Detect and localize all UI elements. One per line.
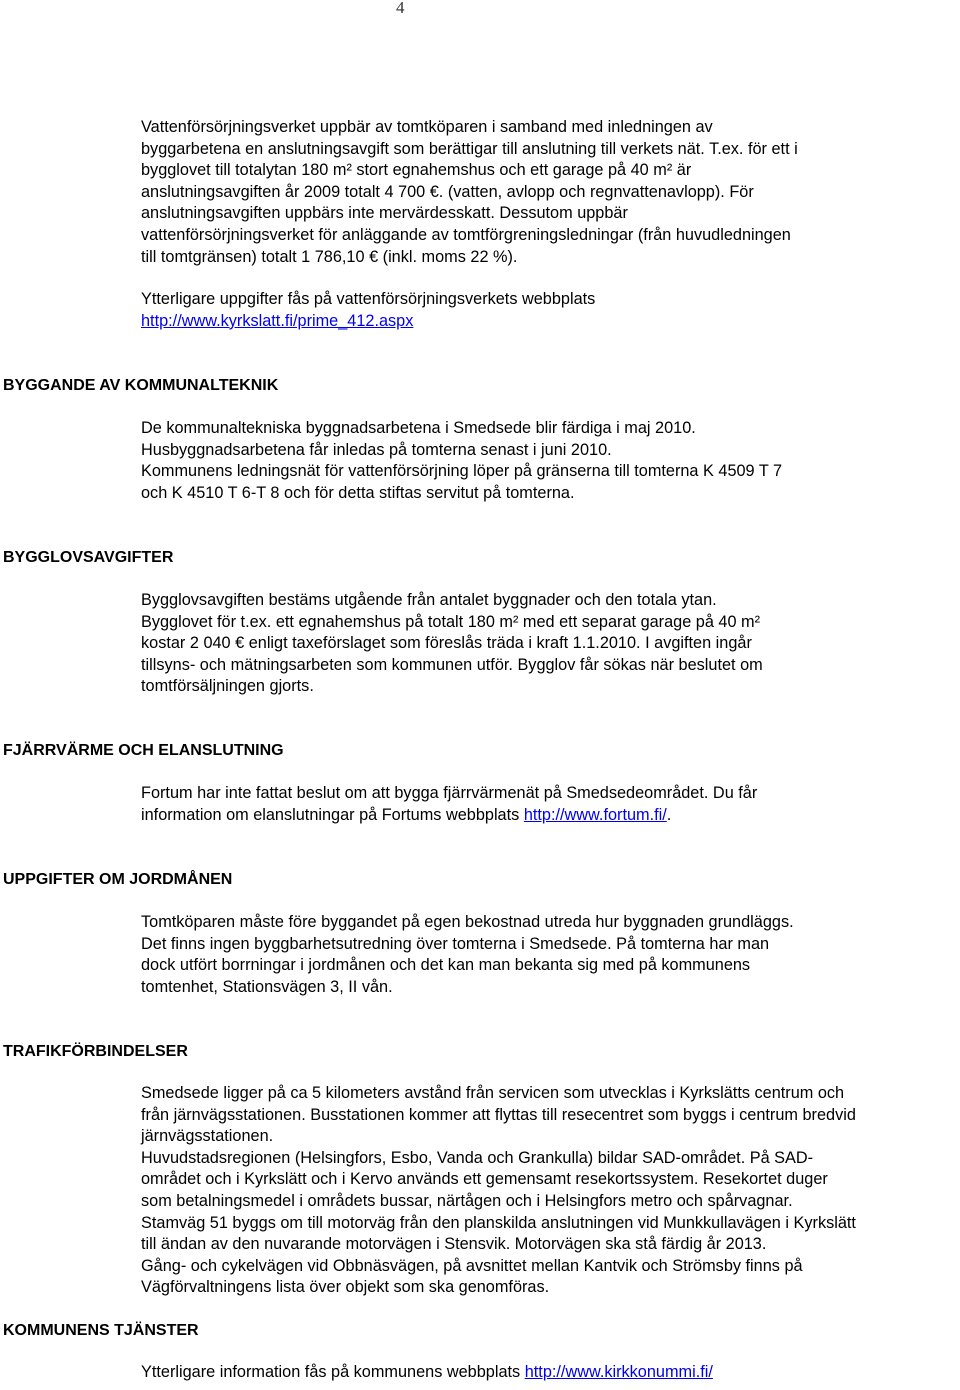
trafik-line: området och i Kyrkslätt och i Kervo används ett gemensamt resekortssystem. Resekortet duger bbox=[141, 1170, 828, 1189]
trafik-line: Gång- och cykelvägen vid Obbnäsvägen, på avsnittet mellan Kantvik och Strömsby finns på bbox=[141, 1256, 803, 1275]
water-website-link[interactable]: http://www.kyrkslatt.fi/prime_412.aspx bbox=[141, 311, 414, 330]
tjanster-line bbox=[141, 1362, 960, 1384]
heading-byggande: BYGGANDE AV KOMMUNALTEKNIK bbox=[3, 377, 279, 394]
byggande-line: och K 4510 T 6-T 8 och för detta stiftas servitut på tomterna. bbox=[141, 483, 575, 502]
byggande-line: De kommunaltekniska byggnadsarbetena i Smedsede blir färdiga i maj 2010. bbox=[141, 419, 696, 437]
trafik-line: som betalningsmedel i områdets bussar, närtågen och i Helsingfors metro och spårvagnar. bbox=[141, 1191, 793, 1210]
water-more-info bbox=[141, 289, 960, 332]
fjarrvarme-line2-text: information om elanslutningar på Fortums webbplats bbox=[141, 805, 524, 824]
fjarrvarme-paragraph bbox=[141, 783, 960, 826]
trafik-line: järnvägsstationen. bbox=[141, 1127, 274, 1146]
water-fee-paragraph bbox=[141, 117, 960, 268]
trafik-line: Smedsede ligger på ca 5 kilometers avstånd från servicen som utvecklas i Kyrkslätts centrum och bbox=[141, 1084, 845, 1102]
water-more-info-text: Ytterligare uppgifter fås på vattenförsörjningsverkets webbplats bbox=[141, 290, 596, 308]
bygglov-line: Bygglovet för t.ex. ett egnahemshus på totalt 180 m² med ett separat garage på 40 m² bbox=[141, 612, 761, 631]
water-line: till tomtgränsen) totalt 1 786,10 € (inkl. moms 22 %). bbox=[141, 247, 518, 266]
heading-jordmanen: UPPGIFTER OM JORDMÅNEN bbox=[3, 871, 233, 888]
byggande-line: Husbyggnadsarbetena får inledas på tomterna senast i juni 2010. bbox=[141, 440, 612, 459]
trafik-line: till ändan av den nuvarande motorvägen i Stensvik. Motorvägen ska stå färdig år 2013. bbox=[141, 1235, 767, 1254]
fjarrvarme-line: Fortum har inte fattat beslut om att bygga fjärrvärmenät på Smedsedeområdet. Du får bbox=[141, 784, 758, 802]
heading-fjarrvarme: FJÄRRVÄRME OCH ELANSLUTNING bbox=[3, 742, 284, 759]
trafik-paragraph bbox=[141, 1083, 960, 1299]
fjarrvarme-line2-suffix: . bbox=[666, 805, 672, 824]
water-line: anslutningsavgiften uppbärs inte mervärdesskatt. Dessutom uppbär bbox=[141, 204, 628, 223]
tjanster-paragraph bbox=[141, 1362, 960, 1384]
heading-trafik: TRAFIKFÖRBINDELSER bbox=[3, 1043, 188, 1060]
bygglov-line: tillsyns- och mätningsarbeten som kommunen utför. Bygglov får sökas när beslutet om bbox=[141, 655, 763, 674]
bygglov-line: kostar 2 040 € enligt taxeförslaget som föreslås träda i kraft 1.1.2010. I avgiften ingår bbox=[141, 634, 752, 653]
jordmanen-paragraph bbox=[141, 912, 960, 998]
fjarrvarme-line bbox=[141, 805, 960, 827]
bygglov-line: tomtförsäljningen gjorts. bbox=[141, 677, 314, 696]
byggande-line: Kommunens ledningsnät för vattenförsörjning löper på gränserna till tomterna K 4509 T 7 bbox=[141, 462, 783, 481]
water-line: byggarbetena en anslutningsavgift som berättigar till anslutning till verkets nät. T.ex. för ett i bbox=[141, 139, 798, 158]
trafik-line: Vägförvaltningens lista över objekt som ska genomföras. bbox=[141, 1278, 550, 1297]
jordmanen-line: Det finns ingen byggbarhetsutredning över tomterna i Smedsede. På tomterna har man bbox=[141, 934, 770, 953]
jordmanen-line: Tomtköparen måste före byggandet på egen bekostnad utreda hur byggnaden grundläggs. bbox=[141, 913, 794, 931]
tjanster-line-text: Ytterligare information fås på kommunens webbplats bbox=[141, 1363, 525, 1381]
heading-tjanster: KOMMUNENS TJÄNSTER bbox=[3, 1322, 199, 1339]
trafik-line: från järnvägsstationen. Busstationen kommer att flyttas till resecentret som byggs i centrum bredvid bbox=[141, 1105, 856, 1124]
jordmanen-line: dock utfört borrningar i jordmånen och det kan man bekanta sig med på kommunens bbox=[141, 956, 751, 975]
jordmanen-line: tomtenhet, Stationsvägen 3, II vån. bbox=[141, 977, 393, 996]
heading-bygglov: BYGGLOVSAVGIFTER bbox=[3, 549, 174, 566]
bygglov-paragraph bbox=[141, 590, 960, 698]
page-number: 4 bbox=[396, 0, 405, 17]
bygglov-line: Bygglovsavgiften bestäms utgående från antalet byggnader och den totala ytan. bbox=[141, 591, 717, 609]
water-line: bygglovet till totalytan 180 m² stort egnahemshus och ett garage på 40 m² är bbox=[141, 161, 692, 180]
water-line: vattenförsörjningsverket för anläggande av tomtförgreningsledningar (från huvudledningen bbox=[141, 225, 791, 244]
fortum-website-link[interactable]: http://www.fortum.fi/ bbox=[523, 805, 667, 824]
trafik-line: Stamväg 51 byggs om till motorväg från den planskilda anslutningen vid Munkkullavägen i Kyrkslätt bbox=[141, 1213, 856, 1232]
water-line: anslutningsavgiften år 2009 totalt 4 700 €. (vatten, avlopp och regnvattenavlopp). För bbox=[141, 182, 754, 201]
water-line: Vattenförsörjningsverket uppbär av tomtköparen i samband med inledningen av bbox=[141, 118, 713, 136]
kirkkonummi-website-link[interactable]: http://www.kirkkonummi.fi/ bbox=[524, 1363, 713, 1381]
byggande-paragraph bbox=[141, 418, 960, 504]
trafik-line: Huvudstadsregionen (Helsingfors, Esbo, Vanda och Grankulla) bildar SAD-området. På SAD- bbox=[141, 1148, 814, 1167]
